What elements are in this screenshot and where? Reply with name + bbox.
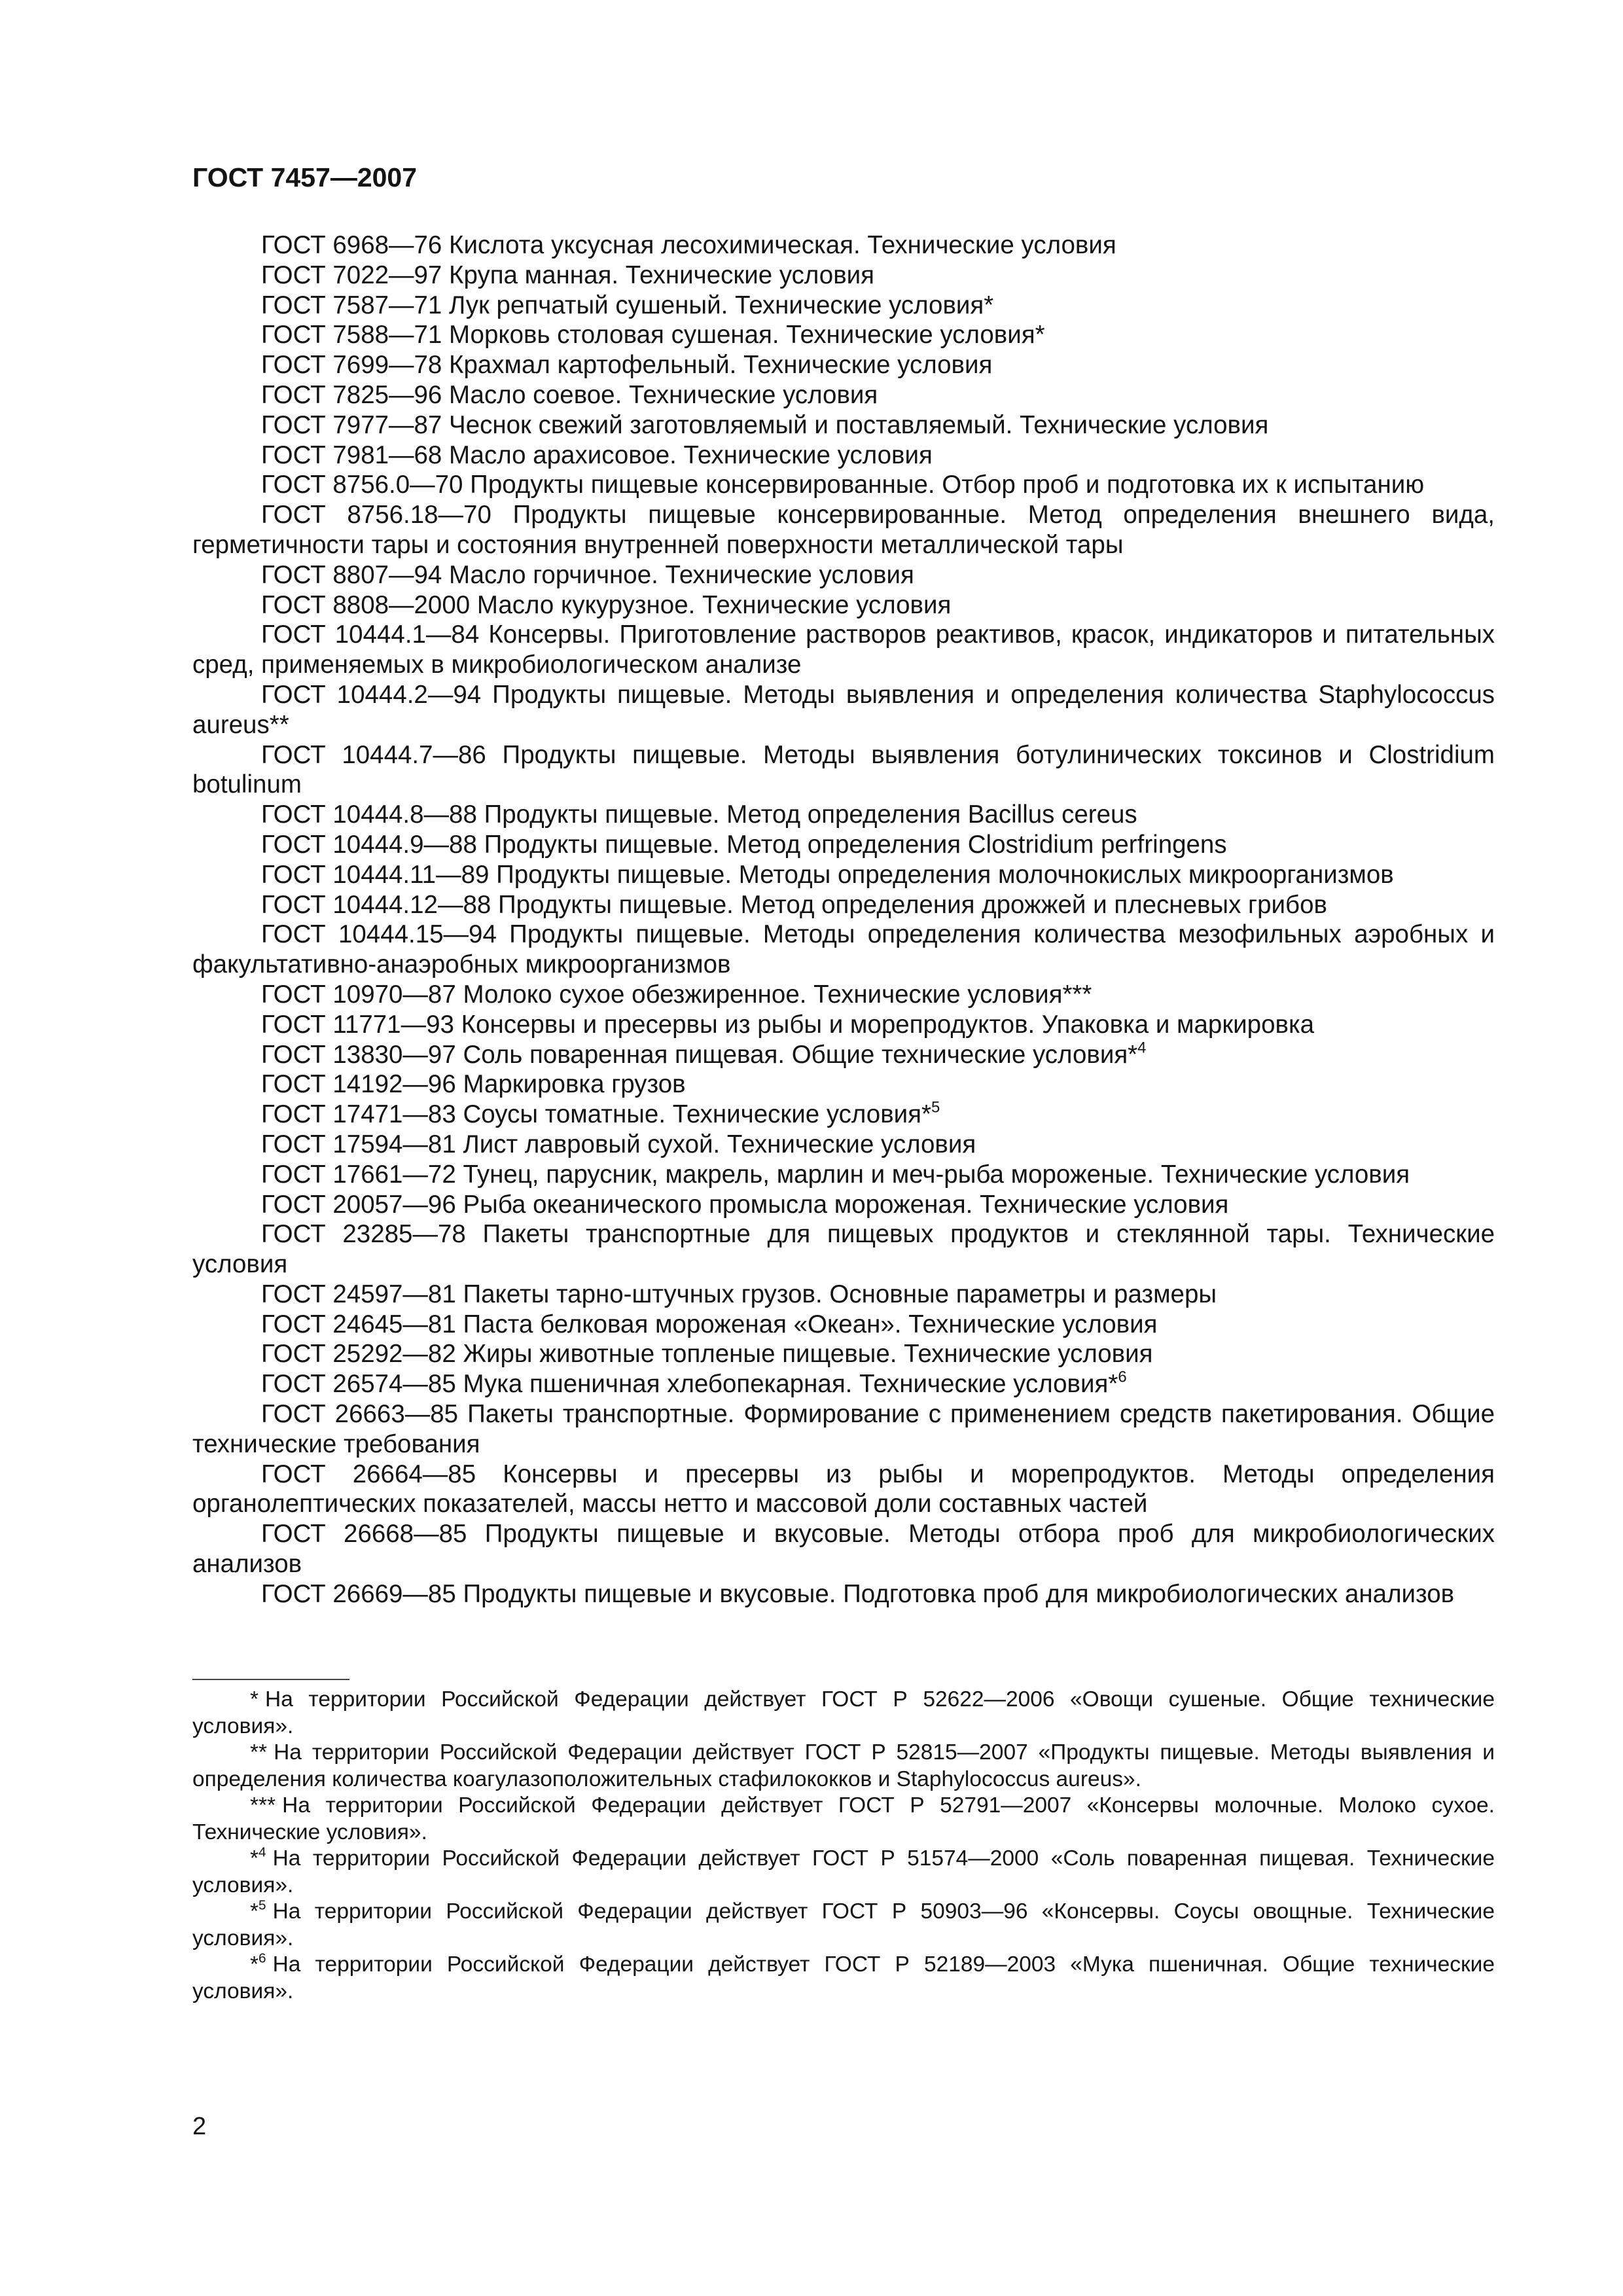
reference-code: ГОСТ 26664—85	[261, 1460, 476, 1488]
page-header-document-id: ГОСТ 7457—2007	[192, 162, 418, 192]
reference-code: ГОСТ 8756.0—70	[261, 471, 463, 499]
reference-item	[192, 260, 1495, 291]
reference-item	[192, 1310, 1495, 1340]
footnote-mark-number: 4	[259, 1844, 266, 1860]
reference-item	[192, 740, 1495, 800]
reference-code: ГОСТ 17471—83	[261, 1100, 456, 1129]
reference-title: Продукты пищевые консервированные. Отбор проб и подготовка их к испытанию	[470, 471, 1425, 499]
reference-code: ГОСТ 8808—2000	[261, 590, 471, 619]
footnote-text: На территории Российской Федерации действует ГОСТ Р 52622—2006 «Овощи сушеные. Общие технические условия».	[192, 1687, 1495, 1738]
footnote-reference-number: 4	[1137, 1039, 1147, 1057]
reference-code: ГОСТ 26669—85	[261, 1579, 456, 1608]
reference-title: Консервы и пресервы из рыбы и морепродуктов. Упаковка и маркировка	[461, 1010, 1315, 1039]
footnote-item	[192, 1687, 1495, 1740]
reference-code: ГОСТ 10444.15—94	[261, 920, 497, 949]
reference-code: ГОСТ 7699—78	[261, 351, 442, 380]
reference-code: ГОСТ 10444.11—89	[261, 860, 490, 889]
reference-title: Масло кукурузное. Технические условия	[476, 590, 952, 619]
reference-code: ГОСТ 7588—71	[261, 321, 442, 350]
reference-code: ГОСТ 17594—81	[261, 1130, 456, 1158]
footnote-mark	[250, 1687, 259, 1712]
reference-title: Продукты пищевые. Метод определения дрожжей и плесневых грибов	[497, 890, 1327, 919]
reference-item	[192, 320, 1495, 350]
reference-code: ГОСТ 10444.7—86	[261, 740, 486, 769]
reference-item	[192, 230, 1495, 260]
reference-item	[192, 860, 1495, 890]
reference-code: ГОСТ 8807—94	[261, 560, 442, 589]
reference-item	[192, 830, 1495, 860]
footnote-item	[192, 1793, 1495, 1846]
reference-code: ГОСТ 24597—81	[261, 1280, 456, 1308]
footnote-mark	[250, 1740, 267, 1765]
reference-title: Лук репчатый сушеный. Технические условия*	[449, 291, 994, 319]
reference-title: Маркировка грузов	[463, 1070, 686, 1099]
reference-item	[192, 500, 1495, 560]
reference-item	[192, 470, 1495, 500]
reference-title: Молоко сухое обезжиренное. Технические условия***	[463, 980, 1092, 1009]
reference-title: Пакеты транспортные для пищевых продуктов и стеклянной тары. Технические условия	[192, 1220, 1495, 1279]
footnotes-list	[192, 1687, 1495, 2005]
reference-item	[192, 1069, 1495, 1100]
reference-title: Жиры животные топленые пищевые. Технические условия	[463, 1340, 1153, 1369]
reference-code: ГОСТ 14192—96	[261, 1070, 456, 1099]
reference-title: Лист лавровый сухой. Технические условия	[463, 1130, 976, 1158]
reference-code: ГОСТ 10444.2—94	[261, 680, 482, 709]
reference-item	[192, 1339, 1495, 1369]
reference-item	[192, 1280, 1495, 1310]
normative-references-list	[192, 230, 1495, 1609]
reference-item	[192, 1190, 1495, 1220]
reference-code: ГОСТ 25292—82	[261, 1340, 456, 1369]
footnote-mark-symbol: **	[250, 1740, 268, 1765]
reference-title: Тунец, парусник, макрель, марлин и меч-рыба мороженые. Технические условия	[463, 1160, 1410, 1189]
reference-title: Паста белковая мороженая «Океан». Технические условия	[463, 1310, 1158, 1338]
footnote-text: На территории Российской Федерации действует ГОСТ Р 52815—2007 «Продукты пищевые. Методы выявления и определения количества коагулазоположительных стафилококков и Staphylococcus aureus».	[192, 1740, 1495, 1791]
footnote-mark	[250, 1846, 266, 1871]
reference-title: Пакеты тарно-штучных грузов. Основные параметры и размеры	[463, 1280, 1217, 1308]
reference-code: ГОСТ 7825—96	[261, 380, 442, 409]
reference-code: ГОСТ 7022—97	[261, 260, 442, 289]
reference-item	[192, 350, 1495, 380]
reference-item	[192, 1130, 1495, 1160]
reference-title: Продукты пищевые. Методы определения молочнокислых микроорганизмов	[496, 860, 1394, 889]
reference-title: Продукты пищевые и вкусовые. Методы отбора проб для микробиологических анализов	[192, 1520, 1495, 1579]
reference-title: Консервы. Приготовление растворов реактивов, красок, индикаторов и питательных сред, применяемых в микробиологическом анализе	[192, 620, 1495, 679]
reference-code: ГОСТ 13830—97	[261, 1040, 456, 1069]
reference-item	[192, 560, 1495, 590]
reference-code: ГОСТ 6968—76	[261, 231, 442, 259]
reference-title: Масло арахисовое. Технические условия	[449, 440, 933, 469]
reference-code: ГОСТ 10444.1—84	[261, 620, 480, 649]
reference-title: Пакеты транспортные. Формирование с применением средств пакетирования. Общие технические требования	[192, 1400, 1495, 1458]
reference-code: ГОСТ 26668—85	[261, 1520, 467, 1549]
reference-code: ГОСТ 26574—85	[261, 1370, 456, 1399]
reference-item	[192, 1369, 1495, 1399]
reference-item	[192, 380, 1495, 410]
reference-item	[192, 980, 1495, 1010]
footnote-mark	[250, 1952, 266, 1977]
reference-code: ГОСТ 24645—81	[261, 1310, 456, 1338]
reference-item	[192, 680, 1495, 740]
reference-code: ГОСТ 26663—85	[261, 1400, 459, 1429]
reference-code: ГОСТ 10444.9—88	[261, 830, 477, 859]
reference-item	[192, 1219, 1495, 1280]
reference-item	[192, 920, 1495, 980]
reference-item	[192, 291, 1495, 321]
reference-code: ГОСТ 10444.8—88	[261, 800, 477, 829]
footnote-mark-number: 5	[259, 1897, 266, 1913]
reference-code: ГОСТ 7981—68	[261, 440, 442, 469]
footnote-mark-symbol: *	[250, 1952, 259, 1977]
reference-title: Продукты пищевые и вкусовые. Подготовка проб для микробиологических анализов	[463, 1579, 1455, 1608]
reference-item	[192, 1460, 1495, 1520]
footnote-item	[192, 1952, 1495, 2005]
footnote-text: На территории Российской Федерации действует ГОСТ Р 52189—2003 «Мука пшеничная. Общие технические условия».	[192, 1952, 1495, 2003]
footnote-text: На территории Российской Федерации действует ГОСТ Р 51574—2000 «Соль поваренная пищевая. Технические условия».	[192, 1846, 1495, 1897]
reference-code: ГОСТ 10444.12—88	[261, 890, 491, 919]
reference-title: Продукты пищевые. Методы выявления ботулинических токсинов и Clostridium botulinum	[192, 740, 1495, 799]
reference-title: Масло соевое. Технические условия	[449, 380, 878, 409]
reference-item	[192, 1579, 1495, 1609]
reference-title: Морковь столовая сушеная. Технические условия*	[449, 321, 1045, 350]
reference-item	[192, 1160, 1495, 1190]
reference-title: Чеснок свежий заготовляемый и поставляемый. Технические условия	[449, 410, 1269, 439]
reference-item	[192, 890, 1495, 920]
footnote-mark	[250, 1793, 276, 1818]
reference-code: ГОСТ 23285—78	[261, 1220, 466, 1249]
footnote-mark-symbol: ***	[250, 1793, 276, 1818]
footnote-item	[192, 1740, 1495, 1793]
reference-item	[192, 1100, 1495, 1130]
reference-code: ГОСТ 8756.18—70	[261, 501, 491, 529]
reference-title: Соусы томатные. Технические условия*	[463, 1100, 931, 1129]
footnote-text: На территории Российской Федерации действует ГОСТ Р 50903—96 «Консервы. Соусы овощные. Технические условия».	[192, 1899, 1495, 1950]
footnote-item	[192, 1846, 1495, 1899]
reference-code: ГОСТ 17661—72	[261, 1160, 456, 1189]
reference-item	[192, 1519, 1495, 1579]
reference-item	[192, 590, 1495, 620]
reference-title: Продукты пищевые. Метод определения Clostridium perfringens	[484, 830, 1227, 859]
footnote-reference-number: 6	[1118, 1368, 1127, 1386]
footnote-mark-symbol: *	[250, 1899, 259, 1924]
reference-title: Крахмал картофельный. Технические условия	[449, 351, 993, 380]
reference-code: ГОСТ 7977—87	[261, 410, 442, 439]
reference-title: Продукты пищевые консервированные. Метод определения внешнего вида, герметичности тары и состояния внутренней поверхности металлической тары	[192, 501, 1495, 559]
reference-item	[192, 800, 1495, 830]
footnote-mark	[250, 1899, 266, 1924]
footnote-text: На территории Российской Федерации действует ГОСТ Р 52791—2007 «Консервы молочные. Молоко сухое. Технические условия».	[192, 1793, 1495, 1844]
reference-title: Консервы и пресервы из рыбы и морепродуктов. Методы определения органолептических показателей, массы нетто и массовой доли составных частей	[192, 1460, 1495, 1518]
reference-item	[192, 1040, 1495, 1070]
reference-title: Масло горчичное. Технические условия	[449, 560, 914, 589]
reference-item	[192, 620, 1495, 680]
reference-item	[192, 440, 1495, 471]
reference-item	[192, 1010, 1495, 1040]
page-number: 2	[192, 2113, 207, 2140]
reference-title: Кислота уксусная лесохимическая. Технические условия	[449, 231, 1116, 259]
reference-title: Мука пшеничная хлебопекарная. Технические условия*	[463, 1370, 1118, 1399]
footnote-separator	[192, 1679, 349, 1680]
reference-title: Крупа манная. Технические условия	[449, 260, 875, 289]
reference-item	[192, 410, 1495, 440]
footnote-reference-number: 5	[931, 1098, 940, 1117]
reference-title: Рыба океанического промысла мороженая. Технические условия	[463, 1190, 1229, 1219]
footnote-mark-number: 6	[259, 1950, 266, 1966]
reference-code: ГОСТ 7587—71	[261, 291, 442, 319]
footnote-item	[192, 1899, 1495, 1952]
reference-title: Продукты пищевые. Методы выявления и определения количества Staphylococcus aureus**	[192, 680, 1495, 739]
reference-title: Продукты пищевые. Методы определения количества мезофильных аэробных и факультативно-анаэробных микроорганизмов	[192, 920, 1495, 979]
reference-code: ГОСТ 20057—96	[261, 1190, 456, 1219]
reference-code: ГОСТ 11771—93	[261, 1010, 454, 1039]
footnote-mark-symbol: *	[250, 1846, 259, 1871]
reference-code: ГОСТ 10970—87	[261, 980, 456, 1009]
reference-item	[192, 1399, 1495, 1460]
footnote-mark-symbol: *	[250, 1687, 259, 1712]
reference-title: Продукты пищевые. Метод определения Bacillus cereus	[484, 800, 1137, 829]
reference-title: Соль поваренная пищевая. Общие технические условия*	[463, 1040, 1138, 1069]
